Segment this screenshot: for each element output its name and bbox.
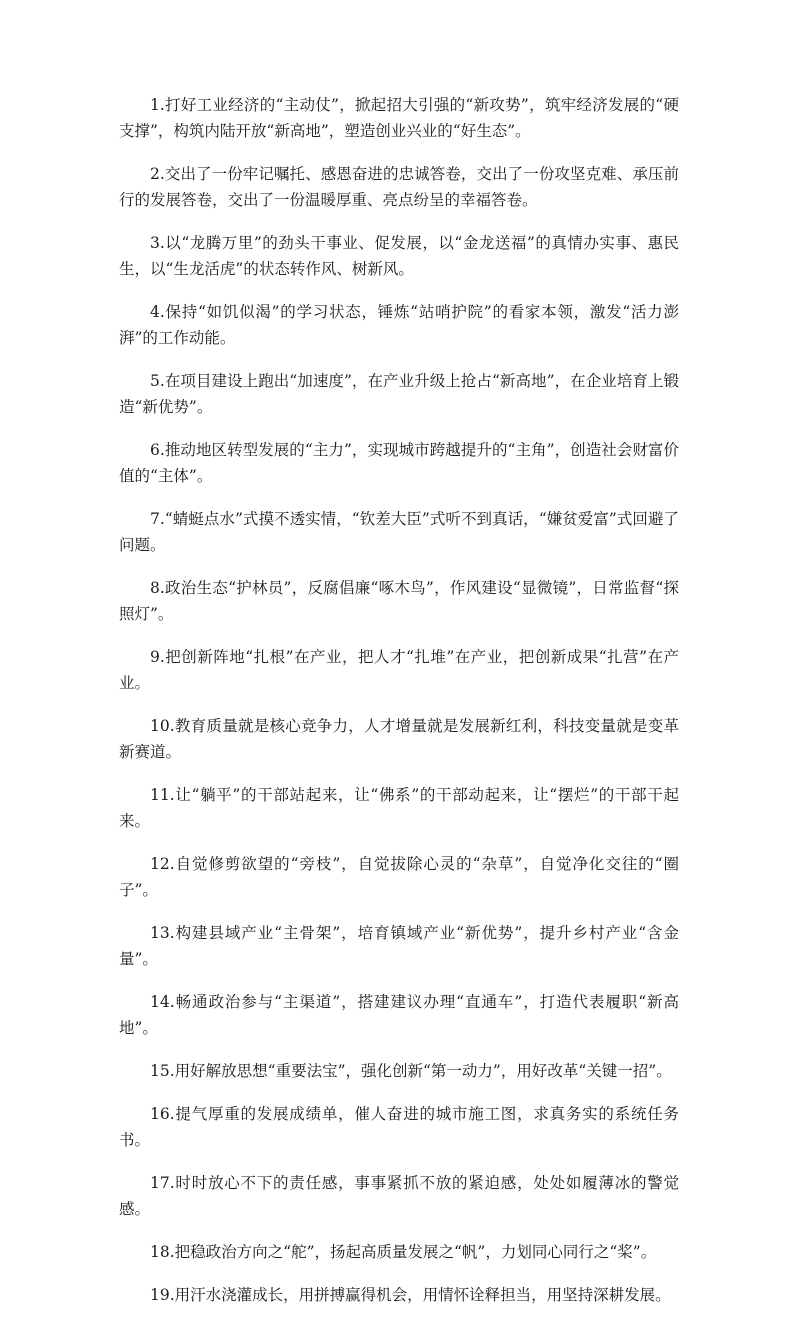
list-item: 6.推动地区转型发展的“主力”，实现城市跨越提升的“主角”，创造社会财富价值的“主体”。 [119, 441, 679, 485]
list-item: 19.用汗水浇灌成长，用拼搏赢得机会，用情怀诠释担当，用坚持深耕发展。 [150, 1286, 671, 1304]
list-item: 10.教育质量就是核心竞争力，人才增量就是发展新红利，科技变量就是变革新赛道。 [119, 717, 679, 761]
list-item: 12.自觉修剪欲望的“旁枝”，自觉拔除心灵的“杂草”，自觉净化交往的“圈子”。 [119, 855, 679, 899]
list-item: 11.让“躺平”的干部站起来，让“佛系”的干部动起来，让“摆烂”的干部干起来。 [119, 786, 679, 830]
list-item: 17.时时放心不下的责任感，事事紧抓不放的紧迫感，处处如履薄冰的警觉感。 [119, 1174, 679, 1218]
list-item: 1.打好工业经济的“主动仗”，掀起招大引强的“新攻势”，筑牢经济发展的“硬支撑”，构筑内陆开放“新高地”，塑造创业兴业的“好生态”。 [119, 96, 679, 140]
list-item: 7.“蜻蜓点水”式摸不透实情，“钦差大臣”式听不到真话，“嫌贫爱富”式回避了问题。 [119, 510, 679, 554]
list-item: 2.交出了一份牢记嘱托、感恩奋进的忠诚答卷，交出了一份攻坚克难、承压前行的发展答卷，交出了一份温暖厚重、亮点纷呈的幸福答卷。 [119, 165, 679, 209]
list-item: 9.把创新阵地“扎根”在产业，把人才“扎堆”在产业，把创新成果“扎营”在产业。 [119, 648, 679, 692]
list-item: 8.政治生态“护林员”，反腐倡廉“啄木鸟”，作风建设“显微镜”，日常监督“探照灯”。 [119, 579, 679, 623]
list-item: 5.在项目建设上跑出“加速度”，在产业升级上抢占“新高地”，在企业培育上锻造“新优势”。 [119, 372, 679, 416]
list-item: 4.保持“如饥似渴”的学习状态，锤炼“站哨护院”的看家本领，激发“活力澎湃”的工作动能。 [119, 303, 679, 347]
list-item: 13.构建县域产业“主骨架”，培育镇域产业“新优势”，提升乡村产业“含金量”。 [119, 924, 679, 968]
list-item: 3.以“龙腾万里”的劲头干事业、促发展，以“金龙送福”的真情办实事、惠民生，以“生龙活虎”的状态转作风、树新风。 [119, 234, 679, 278]
list-item: 16.提气厚重的发展成绩单，催人奋进的城市施工图，求真务实的系统任务书。 [119, 1105, 679, 1149]
list-item: 15.用好解放思想“重要法宝”，强化创新“第一动力”，用好改革“关键一招”。 [150, 1062, 672, 1080]
document-body [119, 92, 679, 1325]
list-item: 14.畅通政治参与“主渠道”，搭建建议办理“直通车”，打造代表履职“新高地”。 [119, 993, 679, 1037]
list-item: 18.把稳政治方向之“舵”，扬起高质量发展之“帆”，力划同心同行之“桨”。 [150, 1243, 657, 1261]
